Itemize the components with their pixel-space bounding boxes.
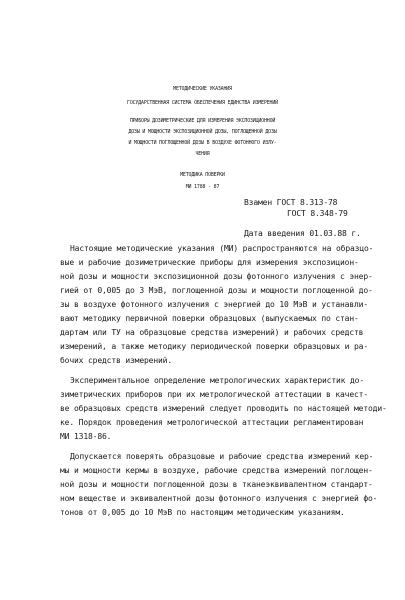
document-type-heading: МЕТОДИЧЕСКИЕ УКАЗАНИЯ <box>173 86 232 92</box>
title-line-3: И МОЩНОСТИ ПОГЛОЩЕННОЙ ДОЗЫ В ВОЗДУХЕ ФОТОННОГО ИЗЛУ- <box>128 140 277 146</box>
paragraph-2-line: Экспериментальное определение метрологических характеристик до- <box>70 376 364 385</box>
paragraph-2-line: ве образцовых средств измерений следует проводить по настоящей методи- <box>60 404 387 413</box>
paragraph-3-line: мы и мощности кермы в воздухе, рабочие средства измерений поглощен- <box>60 466 373 475</box>
document-code: МИ 1788 - 87 <box>185 184 220 190</box>
paragraph-1-line: вают методику первичной поверки образцовых (выпускаемых по стан- <box>60 314 359 323</box>
method-heading: МЕТОДИКА ПОВЕРКИ <box>180 172 225 178</box>
paragraph-1-line: бочих средств измерений. <box>60 356 172 365</box>
paragraph-2-line: ке. Порядок проведения метрологической аттестации регламентирован <box>60 418 364 427</box>
paragraph-1-line: гией от 0,005 до 3 МэВ, поглощенной дозы и мощности поглощенной до- <box>60 286 373 295</box>
paragraph-1-line: Настоящие методические указания (МИ) распространяются на образцо- <box>70 244 374 253</box>
paragraph-1-line: дартам или ТУ на образцовые средства измерений) и рабочих средств <box>60 328 364 337</box>
replaces-line-2: ГОСТ 8.348-79 <box>287 209 348 218</box>
introduction-date: Дата введения 01.03.88 г. <box>244 229 361 238</box>
paragraph-1-line: вые и рабочие дозиметрические приборы для измерения экспозицион- <box>60 258 359 267</box>
paragraph-3-line: ном веществе и эквивалентной дозы фотонного излучения с энергией фо- <box>60 494 378 503</box>
title-line-2: ДОЗЫ И МОЩНОСТИ ЭКСПОЗИЦИОННОЙ ДОЗЫ, ПОГЛОЩЕННОЙ ДОЗЫ <box>128 129 277 135</box>
paragraph-1-line: зы в воздухе фотонного излучения с энергией до 10 МэВ и устанавли- <box>60 300 368 309</box>
paragraph-2-line: МИ 1318-86. <box>60 432 112 441</box>
title-line-1: ПРИБОРЫ ДОЗИМЕТРИЧЕСКИЕ ДЛЯ ИЗМЕРЕНИЯ ЭКСПОЗИЦИОННОЙ <box>129 118 276 124</box>
paragraph-2-line: зиметрических приборов при их метрологической аттестации в качест- <box>60 390 368 399</box>
replaces-line-1: Взамен ГОСТ 8.313-78 <box>244 198 338 207</box>
system-heading: ГОСУДАРСТВЕННАЯ СИСТЕМА ОБЕСПЕЧЕНИЯ ЕДИНСТВА ИЗМЕРЕНИЙ <box>127 100 278 106</box>
paragraph-3-line: Допускается поверять образцовые и рабочие средства измерений кер- <box>70 452 374 461</box>
paragraph-1-line: ной дозы и мощности экспозиционной дозы фотонного излучения с энер- <box>60 272 373 281</box>
paragraph-3-line: ной дозы и мощности поглощенной дозы в тканеэквивалентном стандарт- <box>60 480 373 489</box>
title-line-4: ЧЕНИЯ <box>195 151 210 157</box>
paragraph-1-line: измерений, а также методику периодической поверки образцовых и ра- <box>60 342 368 351</box>
paragraph-3-line: тонов от 0,005 до 10 МэВ по настоящим методическим указаниям. <box>60 508 345 517</box>
